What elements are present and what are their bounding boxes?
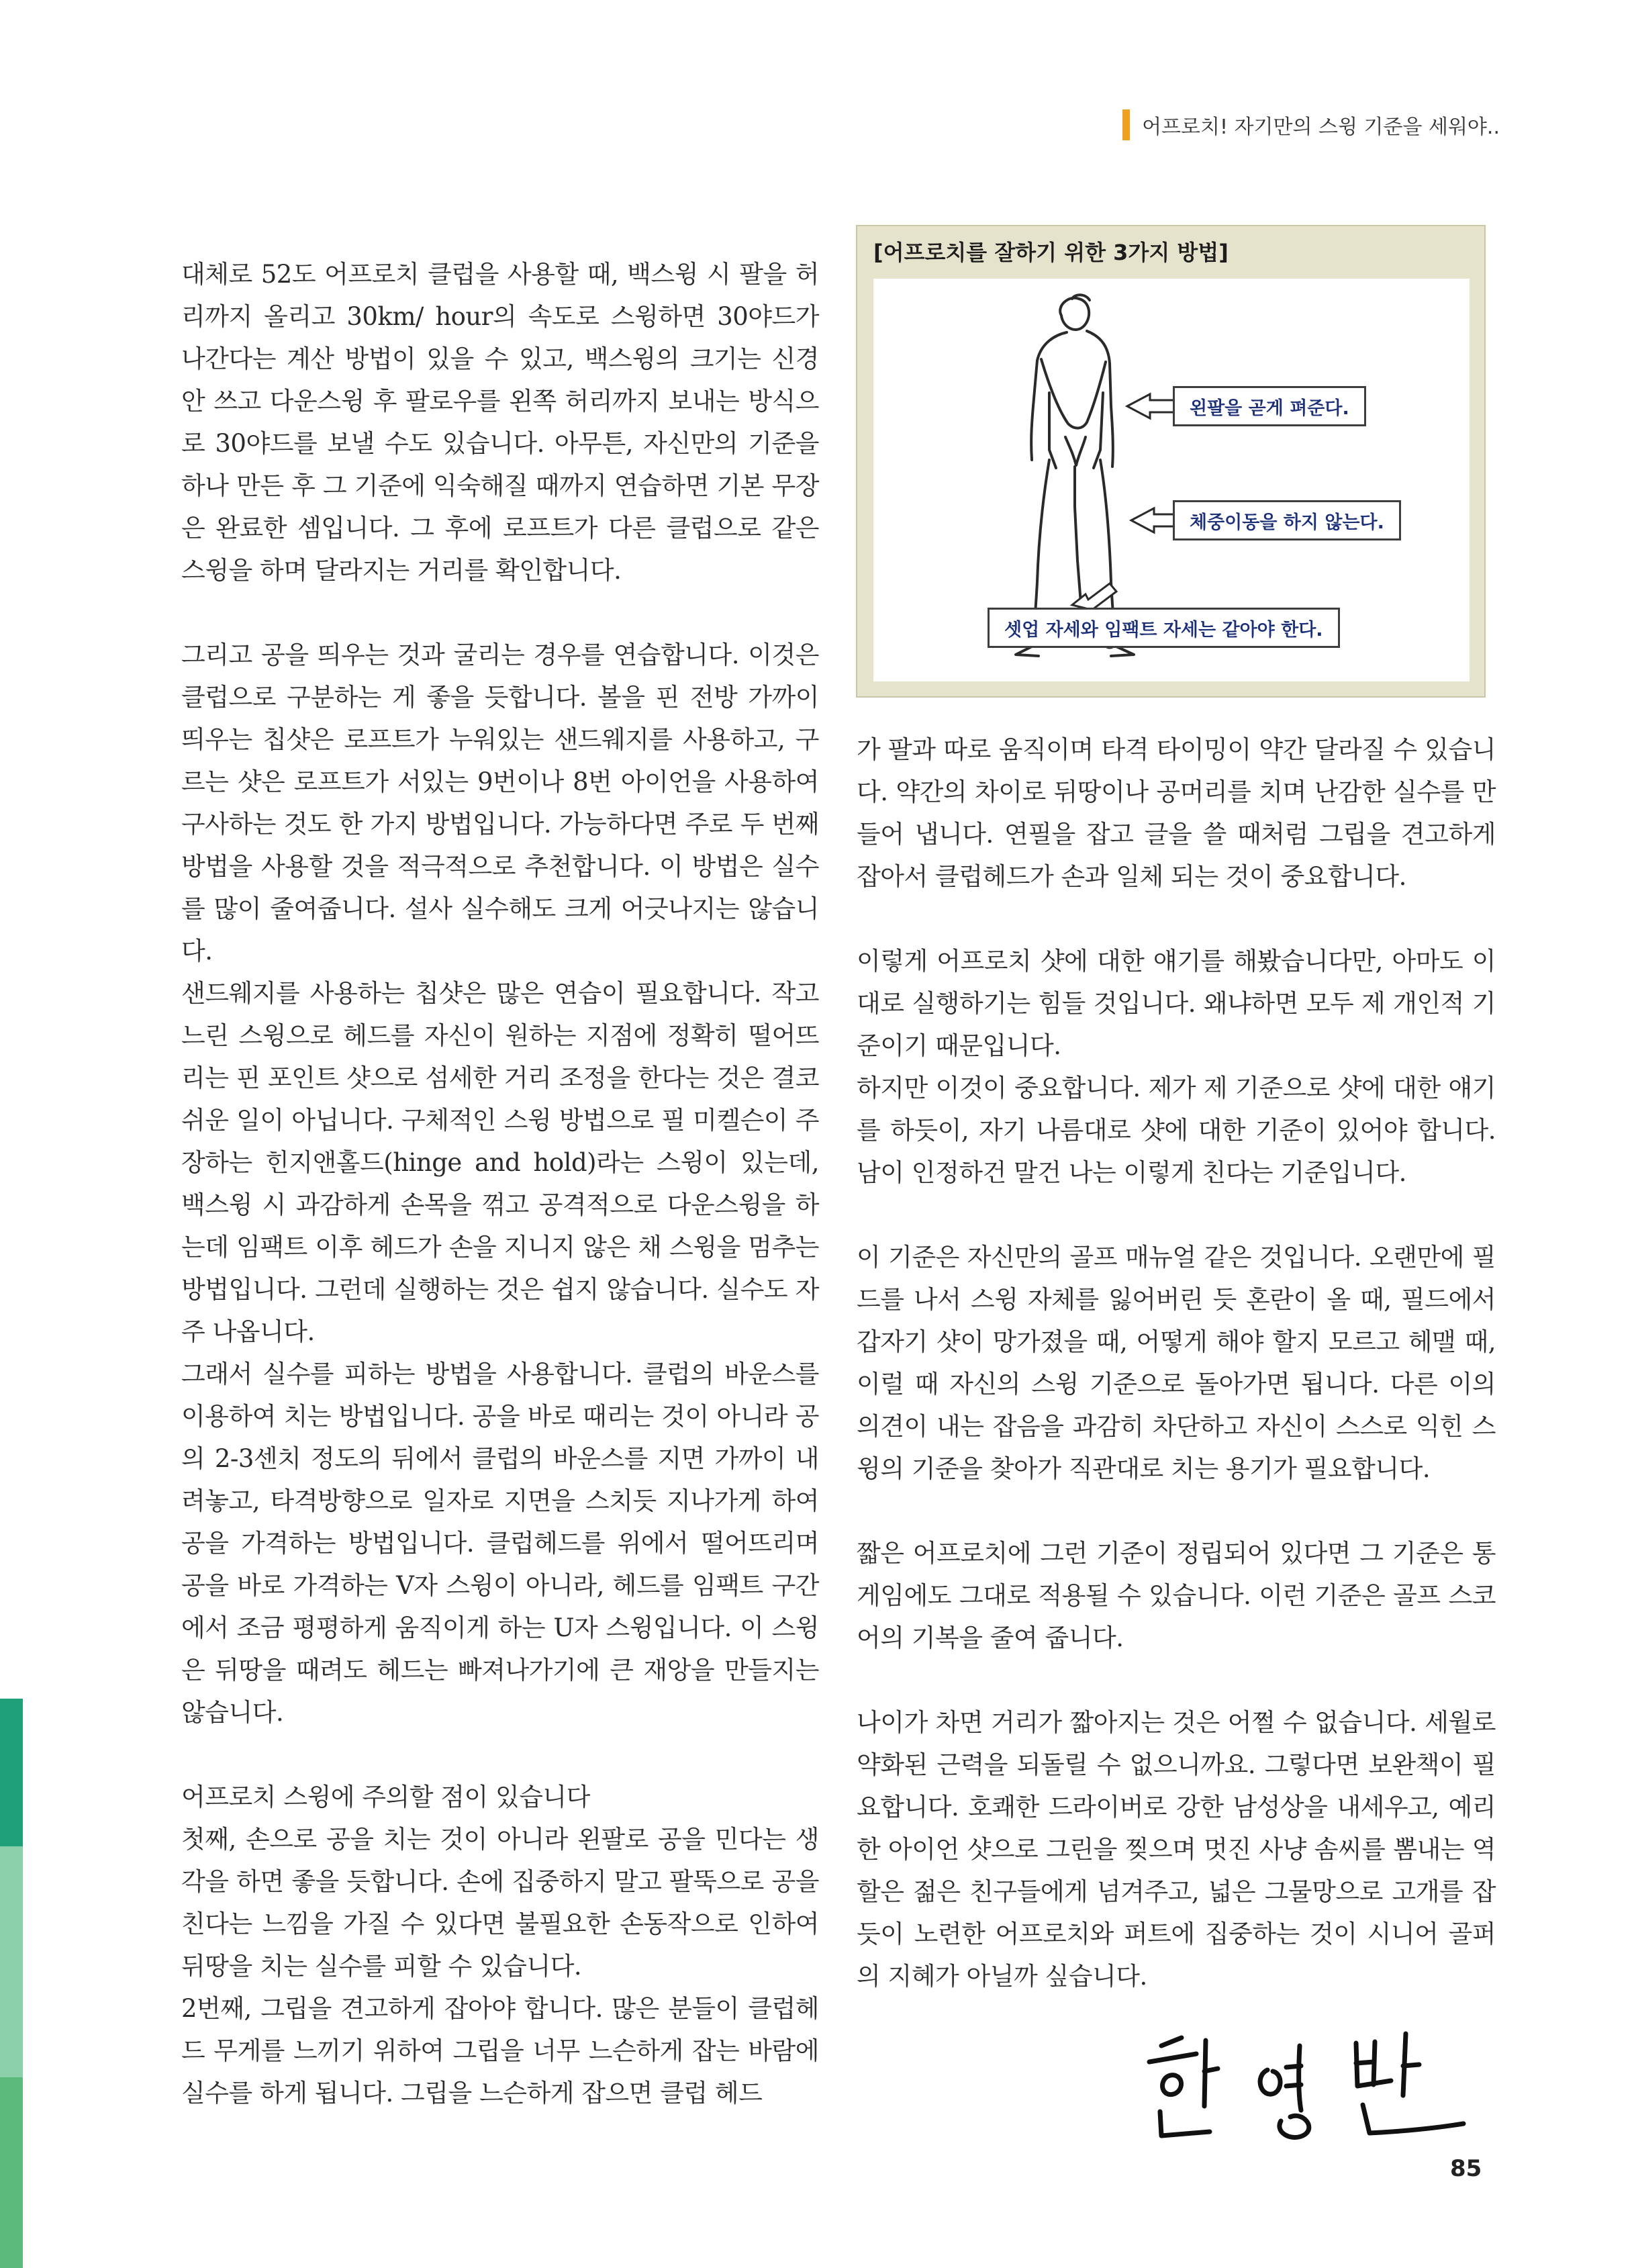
paragraph: 이렇게 어프로치 샷에 대한 얘기를 해봤습니다만, 아마도 이대로 실행하기는 힘들 것입니다. 왜냐하면 모두 제 개인적 기준이기 때문입니다. <box>857 947 1496 1060</box>
paragraph: 2번째, 그립을 견고하게 잡아야 합니다. 많은 분들이 클럽헤드 무게를 느끼기 위하여 그립을 너무 느슨하게 잡는 바람에 실수를 하게 됩니다. 그립을 느슨하게 잡으면 클럽 헤드 <box>181 1994 819 2108</box>
header-title: 어프로치! 자기만의 스윙 기준을 세워야.. <box>1142 115 1500 139</box>
section-edge-tab <box>0 1699 23 1846</box>
callout-setup-equals-impact: 셋업 자세와 임팩트 자세는 같아야 한다. <box>988 608 1340 648</box>
right-text-column <box>857 728 1496 1997</box>
author-signature <box>1135 2011 1497 2145</box>
paragraph: 대체로 52도 어프로치 클럽을 사용할 때, 백스윙 시 팔을 허리까지 올리고 30km/ hour의 속도로 스윙하면 30야드가 나간다는 계산 방법이 있을 수 있고, 백스윙의 크기는 신경 안 쓰고 다운스윙 후 팔로우를 왼쪽 허리까지 보내는 방식으로 30야드를 보낼 수도 있습니다. 아무튼, 자신만의 기준을 하나 만든 후 그 기준에 익숙해질 때까지 연습하면 기본 무장은 완료한 셈입니다. 그 후에 로프트가 다른 클럽으로 같은 스윙을 하며 달라지는 거리를 확인합니다. <box>181 260 819 585</box>
section-edge-tab <box>0 1846 23 2077</box>
paragraph: 그리고 공을 띄우는 것과 굴리는 경우를 연습합니다. 이것은 클럽으로 구분하는 게 좋을 듯합니다. 볼을 핀 전방 가까이 띄우는 칩샷은 로프트가 누워있는 샌드웨지를 사용하고, 구르는 샷은 로프트가 서있는 9번이나 8번 아이언을 사용하여 구사하는 것도 한 가지 방법입니다. 가능하다면 주로 두 번째 방법을 사용할 것을 적극적으로 추천합니다. 이 방법은 실수를 많이 줄여줍니다. 설사 실수해도 크게 어긋나지는 않습니다. <box>181 641 819 965</box>
golf-tips-figure <box>856 225 1486 698</box>
callout-no-weight-shift: 체중이동을 하지 않는다. <box>1173 500 1401 540</box>
section-edge-tab <box>0 2077 23 2268</box>
page-number: 85 <box>1450 2155 1482 2182</box>
paragraph: 어프로치 스윙에 주의할 점이 있습니다 <box>181 1783 590 1811</box>
paragraph: 나이가 차면 거리가 짧아지는 것은 어쩔 수 없습니다. 세월로 약화된 근력을 되돌릴 수 없으니까요. 그렇다면 보완책이 필요합니다. 호쾌한 드라이버로 강한 남성상을 내세우고, 예리한 아이언 샷으로 그린을 찢으며 멋진 사냥 솜씨를 뽐내는 역할은 젊은 친구들에게 넘겨주고, 넓은 그물망으로 고개를 잡듯이 노련한 어프로치와 퍼트에 집중하는 것이 시니어 골퍼의 지혜가 아닐까 싶습니다. <box>857 1708 1496 1991</box>
paragraph: 하지만 이것이 중요합니다. 제가 제 기준으로 샷에 대한 얘기를 하듯이, 자기 나름대로 샷에 대한 기준이 있어야 합니다. 남이 인정하건 말건 나는 이렇게 친다는 기준입니다. <box>857 1074 1496 1187</box>
figure-illustration-panel <box>873 279 1470 681</box>
callout-straight-left-arm: 왼팔을 곧게 펴준다. <box>1173 386 1366 426</box>
paragraph: 샌드웨지를 사용하는 칩샷은 많은 연습이 필요합니다. 작고 느린 스윙으로 헤드를 자신이 원하는 지점에 정확히 떨어뜨리는 핀 포인트 샷으로 섬세한 거리 조정을 한다는 것은 결코 쉬운 일이 아닙니다. 구체적인 스윙 방법으로 필 미켈슨이 주장하는 힌지앤홀드(hinge and hold)라는 스윙이 있는데, 백스윙 시 과감하게 손목을 꺾고 공격적으로 다운스윙을 하는데 임팩트 이후 헤드가 손을 지니지 않은 채 스윙을 멈추는 방법입니다. 그런데 실행하는 것은 쉽지 않습니다. 실수도 자주 나옵니다. <box>181 979 819 1346</box>
header-accent-bar <box>1122 109 1130 140</box>
paragraph: 그래서 실수를 피하는 방법을 사용합니다. 클럽의 바운스를 이용하여 치는 방법입니다. 공을 바로 때리는 것이 아니라 공의 2-3센치 정도의 뒤에서 클럽의 바운스를 지면 가까이 내려놓고, 타격방향으로 일자로 지면을 스치듯 지나가게 하여 공을 가격하는 방법입니다. 클럽헤드를 위에서 떨어뜨리며 공을 바로 가격하는 V자 스윙이 아니라, 헤드를 임팩트 구간에서 조금 평평하게 움직이게 하는 U자 스윙입니다. 이 스윙은 뒤땅을 때려도 헤드는 빠져나가기에 큰 재앙을 만들지는 않습니다. <box>181 1360 819 1727</box>
paragraph: 첫째, 손으로 공을 치는 것이 아니라 왼팔로 공을 민다는 생각을 하면 좋을 듯합니다. 손에 집중하지 말고 팔뚝으로 공을 친다는 느낌을 가질 수 있다면 불필요한 손동작으로 인하여 뒤땅을 치는 실수를 피할 수 있습니다. <box>181 1825 819 1981</box>
left-text-column <box>181 253 819 2114</box>
figure-title: [어프로치를 잘하기 위한 3가지 방법] <box>873 240 1229 265</box>
paragraph: 짧은 어프로치에 그런 기준이 정립되어 있다면 그 기준은 통게임에도 그대로 적용될 수 있습니다. 이런 기준은 골프 스코어의 기복을 줄여 줍니다. <box>857 1539 1496 1652</box>
paragraph: 이 기준은 자신만의 골프 매뉴얼 같은 것입니다. 오랜만에 필드를 나서 스윙 자체를 잃어버린 듯 혼란이 올 때, 필드에서 갑자기 샷이 망가졌을 때, 어떻게 해야 할지 모르고 헤맬 때, 이럴 때 자신의 스윙 기준으로 돌아가면 됩니다. 다른 이의 의견이 내는 잡음을 과감히 차단하고 자신이 스스로 익힌 스윙의 기준을 찾아가 직관대로 치는 용기가 필요합니다. <box>857 1243 1496 1483</box>
running-header <box>1122 107 1500 142</box>
paragraph: 가 팔과 따로 움직이며 타격 타이밍이 약간 달라질 수 있습니다. 약간의 차이로 뒤땅이나 공머리를 치며 난감한 실수를 만들어 냅니다. 연필을 잡고 글을 쓸 때처럼 그립을 견고하게 잡아서 클럽헤드가 손과 일체 되는 것이 중요합니다. <box>857 735 1496 891</box>
